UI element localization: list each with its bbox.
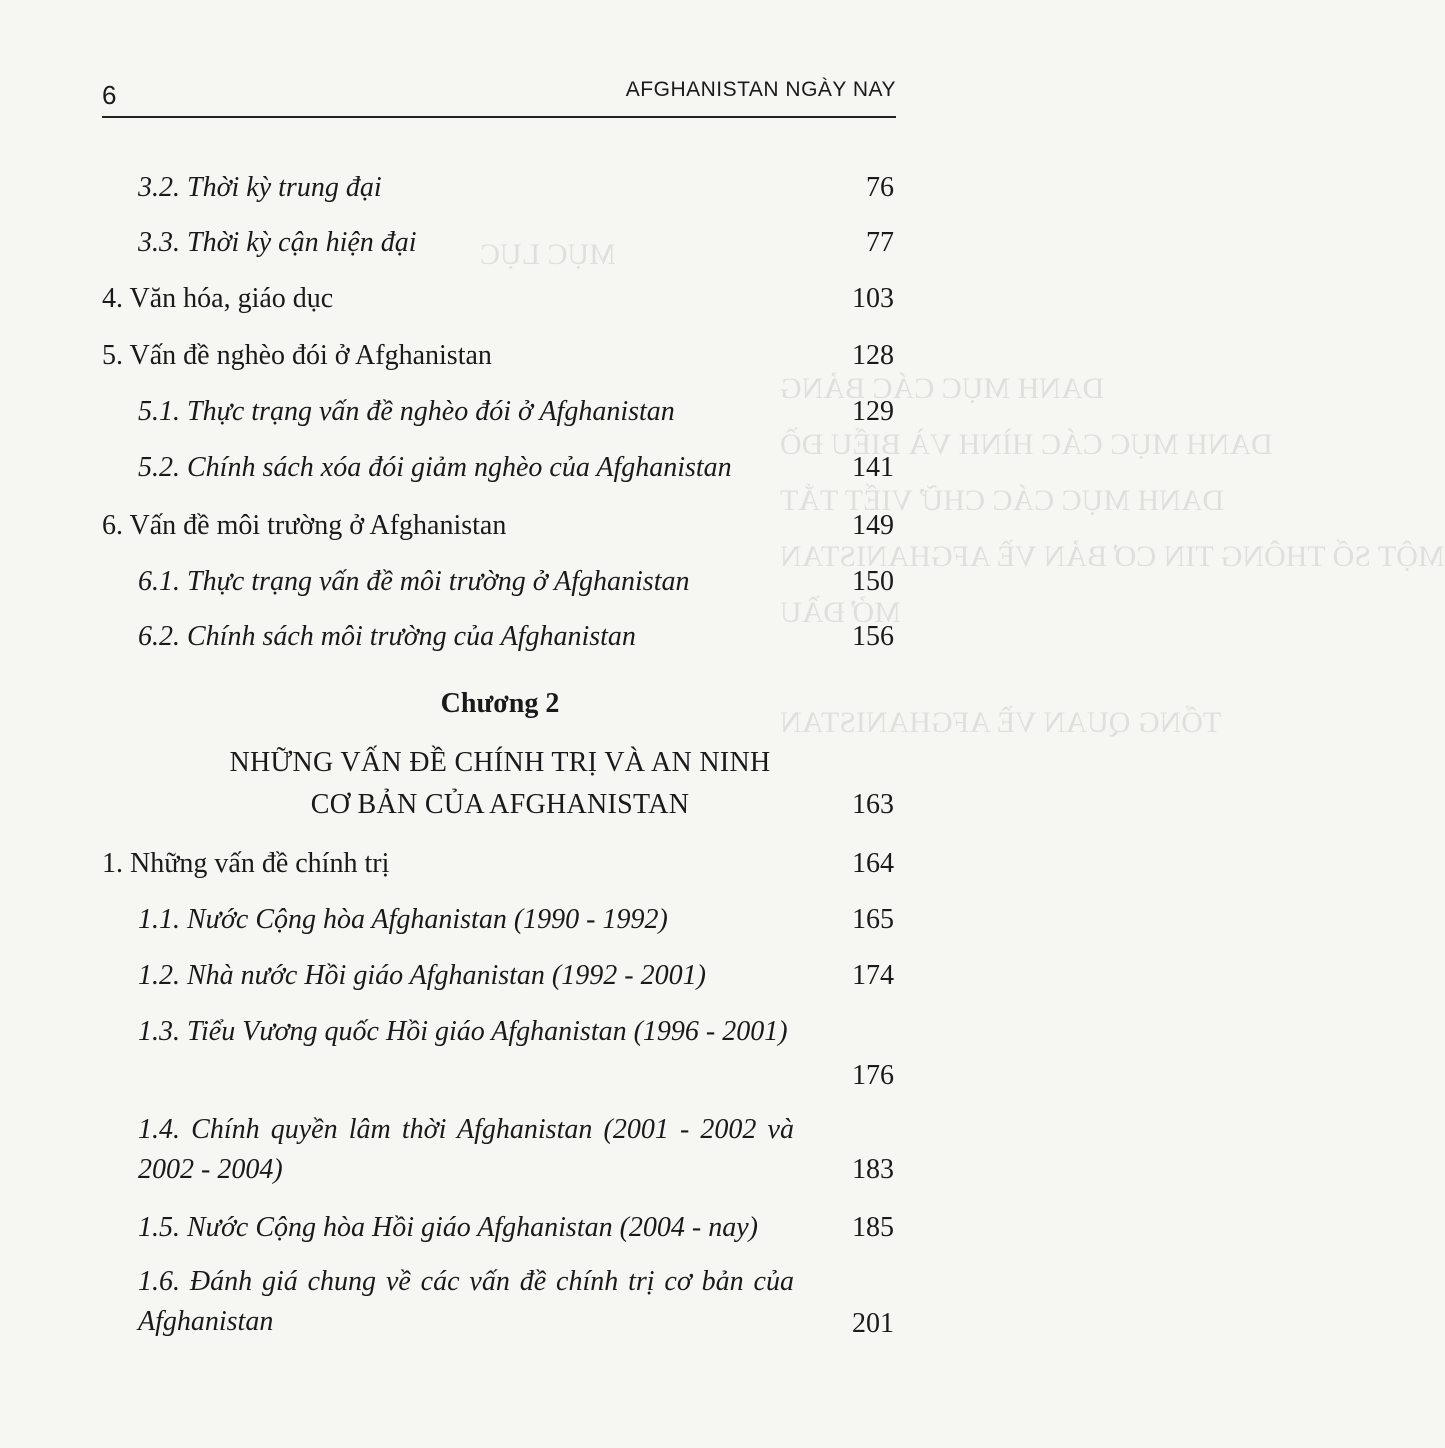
toc-entry-page: 141 — [852, 452, 894, 483]
toc-entry-page: 150 — [852, 566, 894, 597]
toc-entry-label: 3.2. Thời kỳ trung đại — [138, 172, 382, 203]
page-number: 6 — [102, 80, 117, 110]
toc-entry-page: 176 — [852, 1060, 894, 1091]
toc-entry-page: 174 — [852, 960, 894, 991]
toc-entry-page: 201 — [852, 1308, 894, 1339]
toc-entry-label: 1.5. Nước Cộng hòa Hồi giáo Afghanistan (2004 - nay) — [138, 1212, 759, 1243]
toc-entry-page: 149 — [852, 510, 894, 541]
toc-entry-page: 76 — [866, 172, 894, 203]
toc-entry-page: 164 — [852, 848, 894, 879]
chapter-title-line1: NHỮNG VẤN ĐỀ CHÍNH TRỊ VÀ AN NINH — [229, 747, 771, 778]
toc-entry-label: 5. Vấn đề nghèo đói ở Afghanistan — [102, 340, 492, 371]
running-title: AFGHANISTAN NGÀY NAY — [625, 78, 896, 101]
toc-entry-page: 185 — [852, 1212, 894, 1243]
toc-entry-page: 156 — [852, 621, 894, 652]
toc-entry-page: 183 — [852, 1154, 894, 1185]
toc-entry-page: 128 — [852, 340, 894, 371]
toc-entry-label: 1.1. Nước Cộng hòa Afghanistan (1990 - 1992) — [138, 904, 668, 935]
toc-entry[interactable] — [102, 1110, 894, 1194]
toc-entry-label: 5.2. Chính sách xóa đói giảm nghèo của Afghanistan — [138, 452, 732, 483]
toc-entry-label: 6.2. Chính sách môi trường của Afghanistan — [138, 621, 636, 652]
toc-entry-label: 3.3. Thời kỳ cận hiện đại — [138, 227, 417, 258]
toc-entry[interactable] — [102, 1012, 894, 1096]
toc-entry-label: 6. Vấn đề môi trường ở Afghanistan — [102, 510, 507, 541]
toc-entry-page: 77 — [866, 227, 894, 258]
toc-entry-label: 1. Những vấn đề chính trị — [102, 848, 390, 879]
toc-entry-label: 4. Văn hóa, giáo dục — [102, 283, 334, 314]
toc-entry-label: 1.3. Tiểu Vương quốc Hồi giáo Afghanistan (1996 - 2001) — [138, 1016, 788, 1047]
chapter-number: Chương 2 — [440, 688, 560, 719]
toc-entry-label: 5.1. Thực trạng vấn đề nghèo đói ở Afghanistan — [138, 396, 675, 427]
bleed-through-text: MỤC LỤC DANH MỤC CÁC BẢNG DANH MỤC CÁC HÌNH VÀ BIỂU ĐỒ DANH MỤC CÁC CHỮ VIẾT TẮT MỘT SỐ THÔNG TIN CƠ BẢN VỀ AFGHANISTAN MỞ ĐẦU TỔNG QUAN VỀ AFGHANISTAN — [480, 238, 1445, 739]
toc-entry-label: 1.6. Đánh giá chung về các vấn đề chính trị cơ bản của Afghanistan — [138, 1266, 794, 1337]
chapter-title-line2: CƠ BẢN CỦA AFGHANISTAN — [310, 789, 690, 820]
chapter-page: 163 — [852, 789, 894, 820]
toc-entry[interactable] — [102, 1262, 894, 1346]
page-header — [102, 72, 896, 118]
toc-entry-page: 129 — [852, 396, 894, 427]
toc-entry-page: 165 — [852, 904, 894, 935]
chapter-title[interactable] — [0, 742, 1000, 826]
toc-entry-label: 1.4. Chính quyền lâm thời Afghanistan (2001 - 2002 và 2002 - 2004) — [138, 1114, 794, 1185]
toc-entry-label: 1.2. Nhà nước Hồi giáo Afghanistan (1992 - 2001) — [138, 960, 706, 991]
toc-entry-label: 6.1. Thực trạng vấn đề môi trường ở Afghanistan — [138, 566, 690, 597]
toc-entry-page: 103 — [852, 283, 894, 314]
